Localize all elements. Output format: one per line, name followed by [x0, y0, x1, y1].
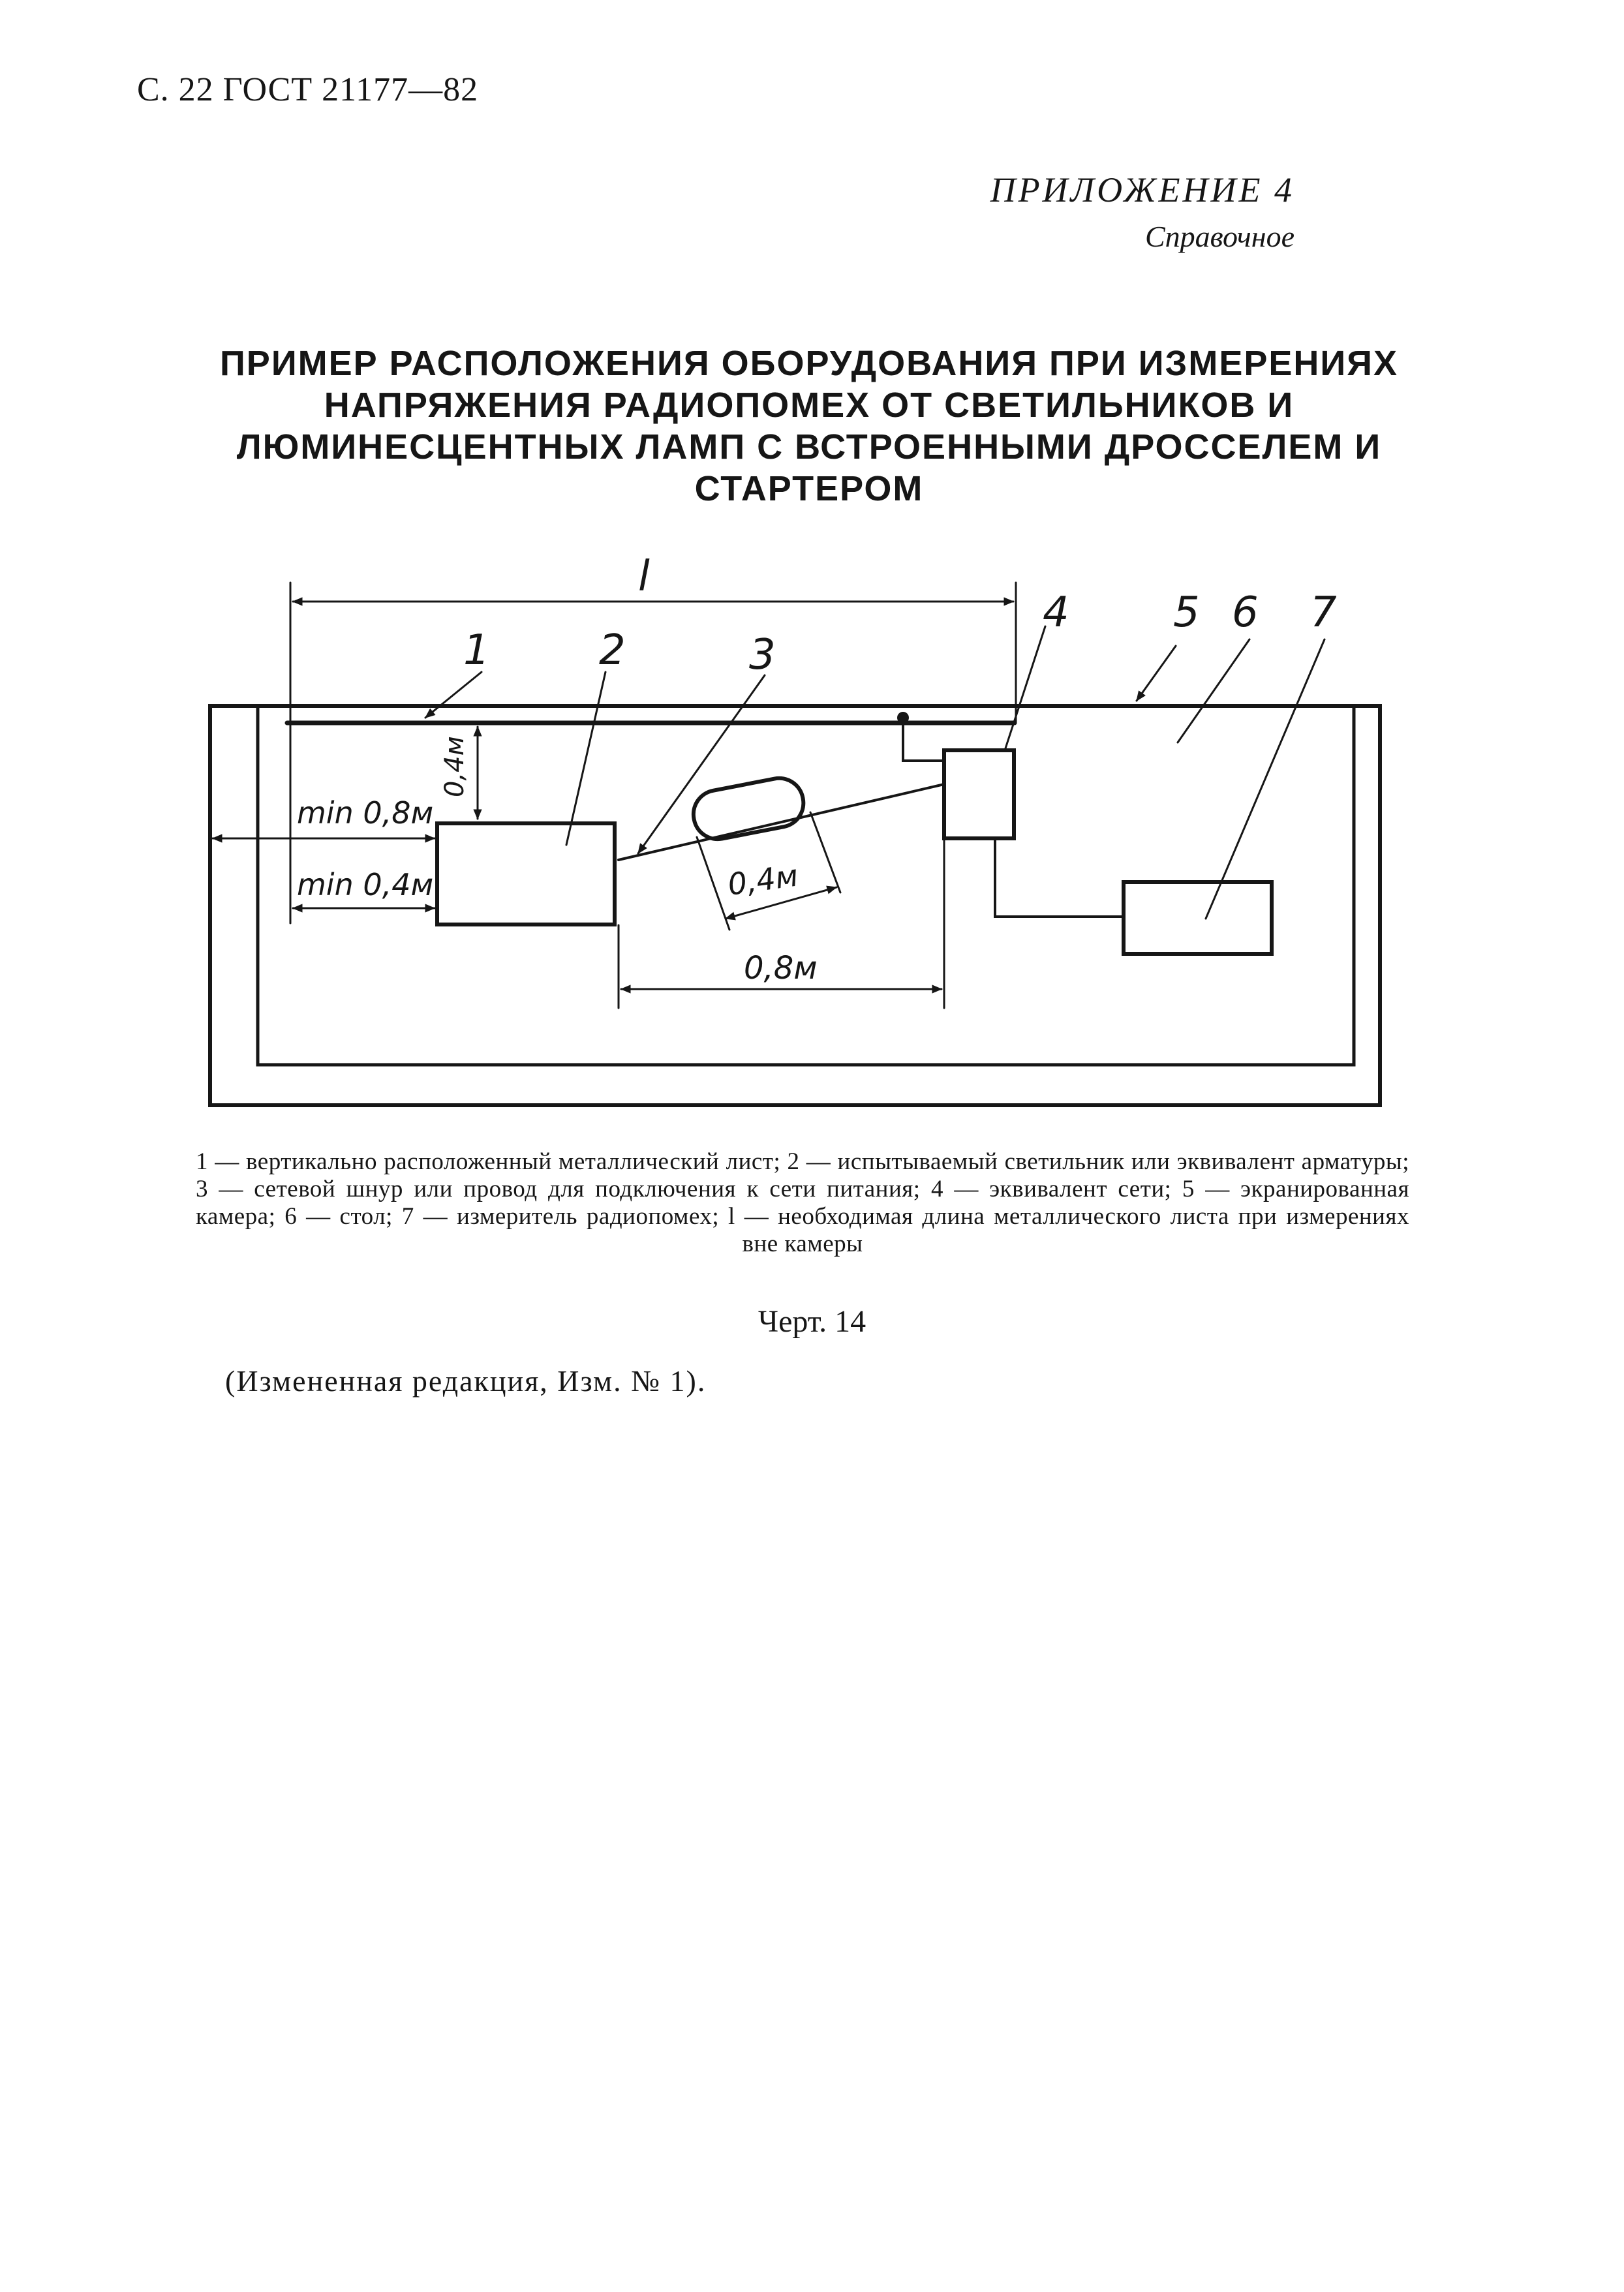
- appendix-number: ПРИЛОЖЕНИЕ 4: [990, 170, 1295, 209]
- callout-leader-3: [638, 675, 765, 853]
- luminaire-under-test: [437, 823, 615, 924]
- interference-meter: [1124, 882, 1272, 954]
- callout-leader-1: [425, 672, 482, 718]
- mains-equivalent: [944, 750, 1014, 838]
- height-label: 0,4м: [440, 736, 470, 797]
- callout-6: 6: [1232, 588, 1259, 637]
- callout-leader-4: [1005, 626, 1045, 750]
- callout-5: 5: [1173, 588, 1200, 637]
- title-line: СТАРТЕРОМ: [694, 469, 924, 508]
- callout-3: 3: [749, 631, 776, 679]
- cord-extension-b: [810, 812, 840, 893]
- length-label: l: [638, 553, 650, 601]
- callout-4: 4: [1043, 588, 1069, 637]
- title-line: НАПРЯЖЕНИЯ РАДИОПОМЕХ ОТ СВЕТИЛЬНИКОВ И: [324, 386, 1295, 425]
- min-08-label: min 0,8м: [297, 795, 434, 831]
- callout-7: 7: [1310, 588, 1337, 637]
- mains-cord: [619, 784, 944, 860]
- screened-chamber-outer: [210, 706, 1380, 1105]
- cord-extension-a: [697, 837, 729, 930]
- callout-leader-7: [1206, 639, 1325, 919]
- earth-connection: [903, 723, 944, 761]
- figure-label: Черт. 14: [758, 1304, 866, 1339]
- callout-leader-6: [1178, 639, 1249, 742]
- page-header: С. 22 ГОСТ 21177—82: [137, 71, 479, 108]
- appendix-kind: Справочное: [1144, 220, 1295, 253]
- revision-note: (Измененная редакция, Изм. № 1).: [225, 1364, 707, 1398]
- distance-label: 0,8м: [744, 950, 818, 986]
- cord-coil: [690, 774, 808, 843]
- meter-cable: [995, 838, 1124, 917]
- title-line: ПРИМЕР РАСПОЛОЖЕНИЯ ОБОРУДОВАНИЯ ПРИ ИЗМЕРЕНИЯХ: [219, 344, 1399, 383]
- callout-2: 2: [599, 626, 626, 675]
- callout-leader-5: [1137, 646, 1176, 701]
- min-04-label: min 0,4м: [297, 867, 434, 902]
- cord-label: 0,4м: [726, 857, 801, 902]
- figure-legend: 1 — вертикально расположенный металлический лист; 2 — испытываемый светильник или эквивалент арматуры; 3 — сетевой шнур или провод для подключения к сети питания; 4 — эквивалент сети; 5 — экранированная камера; 6 — стол; 7 — измеритель радиопомех; l — необходимая длина металлического листа при измерениях вне камеры: [196, 1148, 1409, 1257]
- earth-node: [897, 712, 909, 724]
- title-line: ЛЮМИНЕСЦЕНТНЫХ ЛАМП С ВСТРОЕННЫМИ ДРОССЕЛЕМ И: [236, 427, 1382, 466]
- callout-1: 1: [463, 626, 490, 675]
- callout-leader-2: [566, 672, 605, 845]
